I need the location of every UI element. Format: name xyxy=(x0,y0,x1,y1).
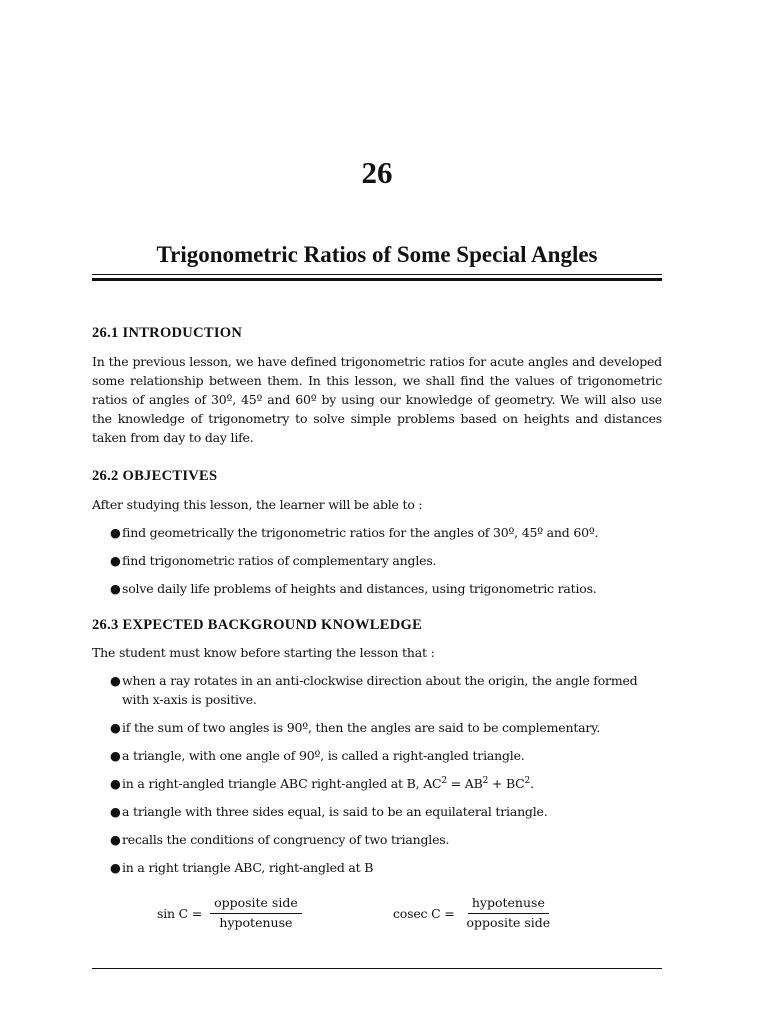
background-text: if the sum of two angles is 90º, then the angles are said to be complementary. xyxy=(122,720,601,735)
sin-denominator: hypotenuse xyxy=(219,915,293,930)
pythagoras-ac-exp: 2 xyxy=(441,776,447,786)
background-item xyxy=(110,746,662,765)
pythagoras-bc-exp: 2 xyxy=(524,776,531,786)
background-item xyxy=(110,671,662,709)
bullet-icon: ● xyxy=(110,581,121,596)
pythagoras-ab: AB xyxy=(464,776,483,791)
pythagoras-plus: + xyxy=(488,776,506,791)
title-rule-thin xyxy=(92,274,662,275)
objectives-heading: 26.2 OBJECTIVES xyxy=(92,468,218,484)
bullet-icon: ● xyxy=(110,804,121,819)
cosec-fraction xyxy=(463,895,555,931)
pythagoras-ab-exp: 2 xyxy=(482,776,489,786)
cosec-lhs: cosec C = xyxy=(393,905,455,921)
title-rule-thick xyxy=(92,278,662,281)
chapter-number: 26 xyxy=(361,155,393,190)
background-text: recalls the conditions of congruency of two triangles. xyxy=(122,832,450,847)
cosec-numerator: hypotenuse xyxy=(468,895,549,914)
bullet-icon: ● xyxy=(110,748,121,763)
chapter-title: Trigonometric Ratios of Some Special Angles xyxy=(156,242,598,267)
pythagoras-eq: = xyxy=(446,776,465,791)
objective-item xyxy=(110,551,662,570)
pythagoras-end: . xyxy=(530,776,534,791)
sin-fraction xyxy=(210,895,302,931)
background-heading: 26.3 EXPECTED BACKGROUND KNOWLEDGE xyxy=(92,617,423,633)
objective-text: solve daily life problems of heights and distances, using trigonometric ratios. xyxy=(122,581,597,596)
intro-paragraph: In the previous lesson, we have defined trigonometric ratios for acute angles and developed some relationship between them. In this lesson, we shall find the values of trigonometric ratios of angles of 30º, 45º and 60º by using our knowledge of geometry. We will also use the knowledge of trigonometry to solve simple problems based on heights and distances taken from day to day life. xyxy=(92,354,662,445)
objective-item xyxy=(110,523,662,542)
bullet-icon: ● xyxy=(110,776,121,791)
bullet-icon: ● xyxy=(110,673,121,688)
intro-heading: 26.1 INTRODUCTION xyxy=(92,325,243,341)
cosec-denominator: opposite side xyxy=(466,915,551,930)
objective-text: find geometrically the trigonometric ratios for the angles of 30º, 45º and 60º. xyxy=(122,525,599,540)
bullet-icon: ● xyxy=(110,720,121,735)
footer-rule xyxy=(92,968,662,969)
objective-text: find trigonometric ratios of complementary angles. xyxy=(122,553,437,568)
sin-lhs: sin C = xyxy=(157,905,203,921)
background-item xyxy=(110,830,662,849)
pythagoras-ac: AC xyxy=(423,776,442,791)
objective-item xyxy=(110,579,662,598)
pythagoras-formula xyxy=(423,776,534,791)
background-text: a triangle with three sides equal, is said to be an equilateral triangle. xyxy=(122,804,548,819)
objectives-list xyxy=(110,523,662,598)
pythagoras-bc: BC xyxy=(505,776,525,791)
bullet-icon: ● xyxy=(110,832,121,847)
background-item xyxy=(110,774,662,793)
bullet-icon: ● xyxy=(110,860,121,875)
formula-row xyxy=(92,893,662,933)
bullet-icon: ● xyxy=(110,553,121,568)
bullet-icon: ● xyxy=(110,525,121,540)
sin-numerator: opposite side xyxy=(210,895,302,914)
background-item xyxy=(110,802,662,821)
background-item xyxy=(110,718,662,737)
background-text: a triangle, with one angle of 90º, is called a right-angled triangle. xyxy=(122,748,525,763)
background-list xyxy=(110,671,662,877)
background-text: in a right triangle ABC, right-angled at B xyxy=(122,860,374,875)
sin-formula xyxy=(157,893,302,933)
background-lead: The student must know before starting the lesson that : xyxy=(92,645,435,660)
objectives-lead: After studying this lesson, the learner will be able to : xyxy=(92,497,423,512)
background-text: in a right-angled triangle ABC right-angled at B, xyxy=(122,776,420,791)
background-item xyxy=(110,858,662,877)
background-text: when a ray rotates in an anti-clockwise direction about the origin, the angle formed with x-axis is positive. xyxy=(122,673,638,707)
cosec-formula xyxy=(393,893,554,933)
